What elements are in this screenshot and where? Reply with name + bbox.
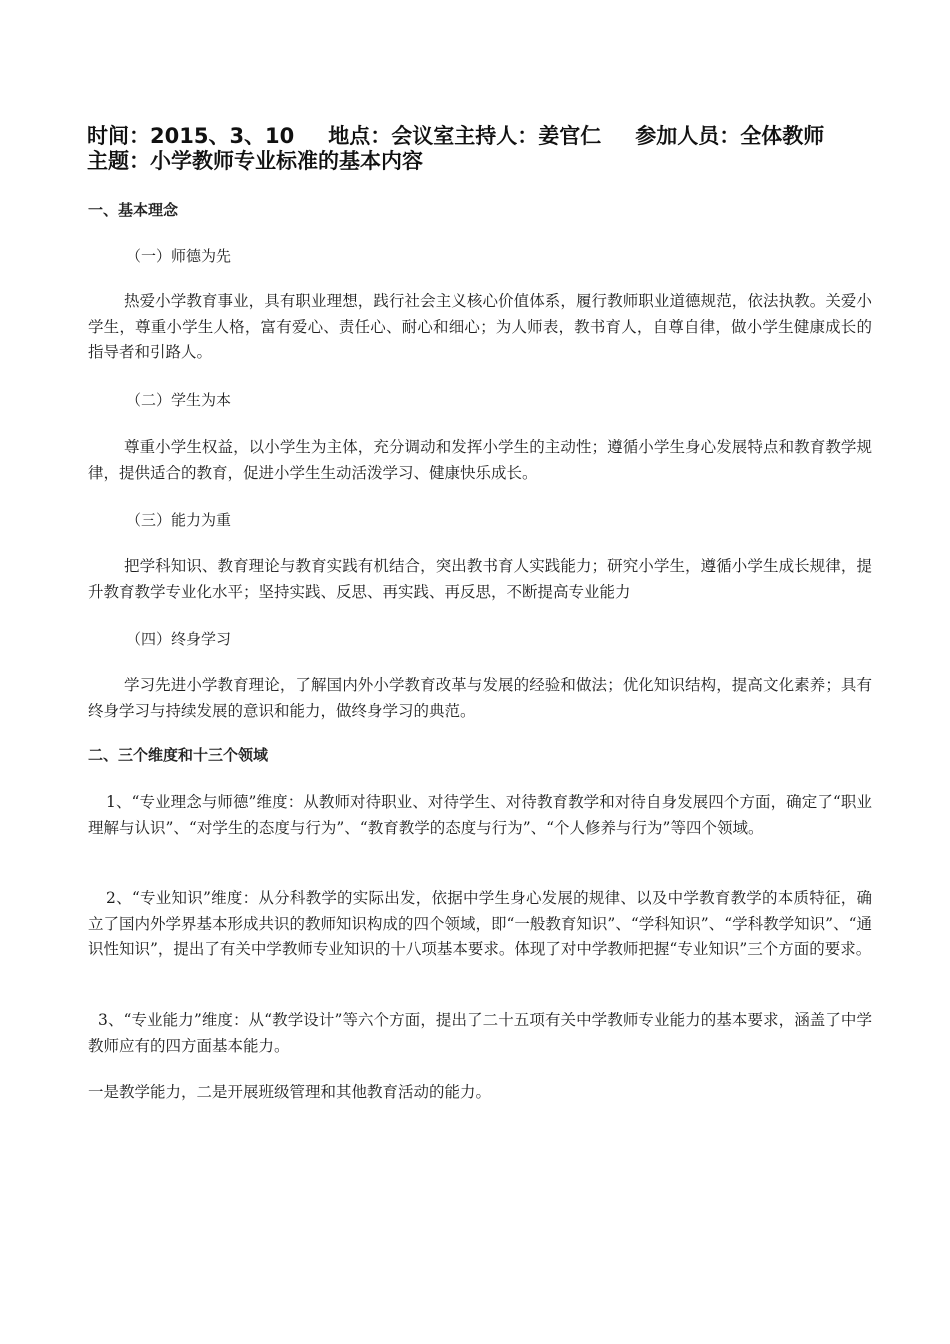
paragraph: 一是教学能力，二是开展班级管理和其他教育活动的能力。 xyxy=(88,1083,492,1101)
subsection-title: （二）学生为本 xyxy=(126,391,232,409)
paragraph: 尊重小学生权益，以小学生为主体，充分调动和发挥小学生的主动性；遵循小学生身心发展特点和教育教学规律，提供适合的教育，促进小学生生动活泼学习、健康快乐成长。 xyxy=(88,438,872,482)
paragraph: 3、“专业能力”维度：从“教学设计”等六个方面，提出了二十五项有关中学教师专业能力的基本要求，涵盖了中学教师应有的四方面基本能力。 xyxy=(88,1011,872,1055)
section-1-title: 一、基本理念 xyxy=(88,201,179,219)
section-2-title: 二、三个维度和十三个领域 xyxy=(88,746,269,764)
meeting-time: 时间：2015、3、10 xyxy=(87,124,295,148)
paragraph: 把学科知识、教育理论与教育实践有机结合，突出教书育人实践能力；研究小学生，遵循小学生成长规律，提升教育教学专业化水平；坚持实践、反思、再实践、再反思，不断提高专业能力 xyxy=(88,557,872,601)
meeting-participants: 参加人员：全体教师 xyxy=(635,124,825,148)
paragraph: 1、“专业理念与师德”维度：从教师对待职业、对待学生、对待教育教学和对待自身发展四个方面，确定了“职业理解与认识”、“对学生的态度与行为”、“教育教学的态度与行为”、“个人修养与行为”等四个领域。 xyxy=(88,793,872,837)
meeting-place-host: 地点：会议室主持人：姜官仁 xyxy=(328,124,602,148)
paragraph: 2、“专业知识”维度：从分科教学的实际出发，依据中学生身心发展的规律、以及中学教育教学的本质特征，确立了国内外学界基本形成共识的教师知识构成的四个领域，即“一般教育知识”、“学科知识”、“学科教学知识”、“通识性知识”，提出了有关中学教师专业知识的十八项基本要求。体现了对中学教师把握“专业知识”三个方面的要求。 xyxy=(88,889,872,958)
subsection-title: （三）能力为重 xyxy=(126,511,232,529)
paragraph: 热爱小学教育事业，具有职业理想，践行社会主义核心价值体系，履行教师职业道德规范，依法执教。关爱小学生，尊重小学生人格，富有爱心、责任心、耐心和细心；为人师表，教书育人，自尊自律，做小学生健康成长的指导者和引路人。 xyxy=(88,292,872,361)
meeting-topic: 主题：小学教师专业标准的基本内容 xyxy=(87,149,423,173)
meeting-info-line xyxy=(87,124,887,149)
subsection-title: （四）终身学习 xyxy=(126,630,232,648)
meeting-header xyxy=(87,124,887,174)
paragraph: 学习先进小学教育理论，了解国内外小学教育改革与发展的经验和做法；优化知识结构，提高文化素养；具有终身学习与持续发展的意识和能力，做终身学习的典范。 xyxy=(88,676,872,720)
subsection-title: （一）师德为先 xyxy=(126,247,232,265)
